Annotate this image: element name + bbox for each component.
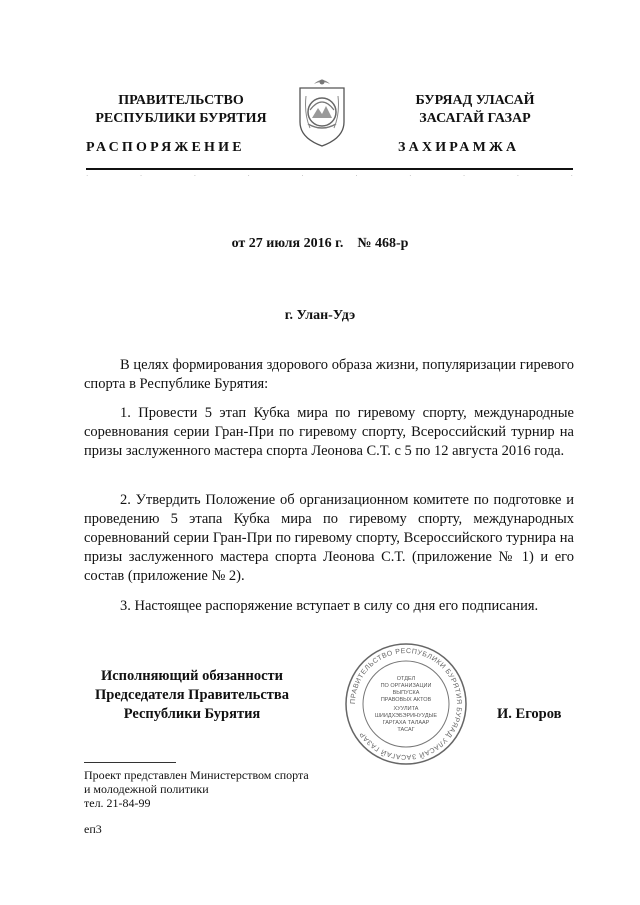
gov-name-line1: ПРАВИТЕЛЬСТВО bbox=[118, 93, 244, 108]
stamp-line-2: ПО ОРГАНИЗАЦИИ bbox=[380, 683, 432, 689]
paragraph-item-3 bbox=[84, 597, 574, 616]
item-1-text: 1. Провести 5 этап Кубка мира по гиревому спорту, международные соревнования серии Гран-При по гиревому спорту, Всероссийский турнир на призы заслуженного мастера спорта Леонова С.Т. с 5 по 12 августа 2016 года. bbox=[84, 405, 574, 459]
stamp-line-3: ВЫПУСКА bbox=[392, 690, 420, 696]
footer-code: еп3 bbox=[84, 822, 102, 836]
stamp-line-6: ШИИДХЭБЭРИНУУДЫЕ bbox=[374, 713, 438, 719]
paragraph-item-2 bbox=[84, 491, 574, 586]
item-3-text: 3. Настоящее распоряжение вступает в силу со дня его подписания. bbox=[120, 598, 539, 614]
official-stamp bbox=[344, 642, 468, 766]
item-2-text: 2. Утвердить Положение об организационном комитете по подготовке и проведению 5 этапа Кубка мира по гиревому спорту, международных соревнований серии Гран-При по гиревому спорту, Всероссийского турнира на призы заслуженного мастера спорта Леонова С.Т. (приложение № 1) и его состав (приложение № 2). bbox=[84, 492, 574, 584]
footer-divider bbox=[84, 762, 176, 763]
gov-name-buryat-line1: БУРЯАД УЛАСАЙ bbox=[415, 93, 535, 108]
gov-name-line2: РЕСПУБЛИКИ БУРЯТИЯ bbox=[95, 111, 267, 126]
stamp-ring-text: ПРАВИТЕЛЬСТВО РЕСПУБЛИКИ БУРЯТИЯ БУРЯАД УЛАСАЙ ЗАСАГАЙ ГАЗАР bbox=[349, 647, 463, 761]
stamp-line-8: ТАСАГ bbox=[397, 727, 415, 733]
svg-text:ПРАВИТЕЛЬСТВО РЕСПУБЛИКИ БУРЯТ bbox=[350, 648, 462, 760]
gov-name-buryat-line2: ЗАСАГАЙ ГАЗАР bbox=[419, 111, 531, 126]
footer-line2: и молодежной политики bbox=[84, 782, 209, 796]
header-right bbox=[380, 92, 570, 128]
coat-of-arms-icon bbox=[296, 74, 348, 148]
header-divider bbox=[86, 168, 573, 170]
signatory-title bbox=[84, 667, 300, 724]
header-left bbox=[86, 92, 276, 128]
city: г. Улан-Удэ bbox=[284, 308, 356, 323]
signatory-line3: Республики Бурятия bbox=[123, 706, 261, 722]
doc-type-title: РАСПОРЯЖЕНИЕ bbox=[86, 140, 245, 155]
footer-line1: Проект представлен Министерством спорта bbox=[84, 768, 309, 782]
signatory-line1: Исполняющий обязанности bbox=[100, 668, 284, 684]
stamp-line-7: ГАРГАХА ТАЛААР bbox=[382, 720, 430, 726]
footer-phone: тел. 21-84-99 bbox=[84, 796, 151, 810]
paragraph-item-1 bbox=[84, 404, 574, 461]
footer-note bbox=[84, 768, 384, 810]
dotted-guide: · · · · · · · · · · bbox=[86, 172, 573, 180]
signatory-name: И. Егоров bbox=[497, 706, 562, 722]
stamp-line-1: ОТДЕЛ bbox=[396, 676, 416, 682]
stamp-line-4: ПРАВОВЫХ АКТОВ bbox=[380, 697, 432, 703]
intro-text: В целях формирования здорового образа жизни, популяризации гиревого спорта в Республике Бурятия: bbox=[84, 357, 574, 392]
paragraph-intro bbox=[84, 356, 574, 394]
stamp-line-5: ХУУЛИТА bbox=[393, 706, 419, 712]
doc-type-title-buryat: ЗАХИРАМЖА bbox=[398, 140, 520, 155]
signatory-line2: Председателя Правительства bbox=[95, 687, 289, 703]
date-and-number: от 27 июля 2016 г. № 468-р bbox=[231, 236, 409, 251]
